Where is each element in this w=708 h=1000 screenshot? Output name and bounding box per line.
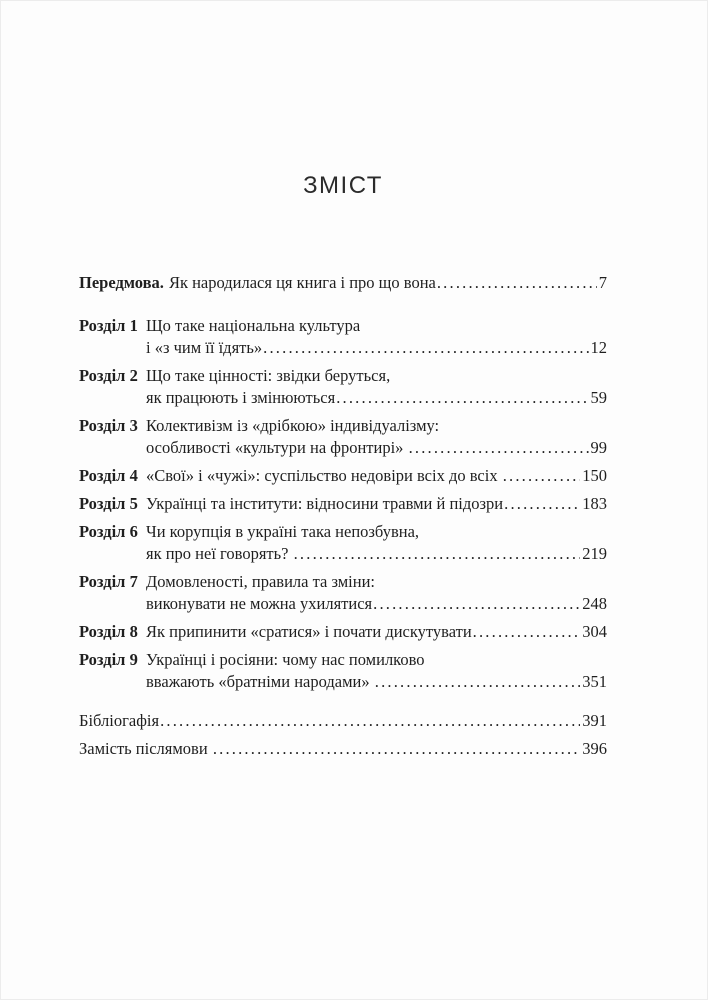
entry-line: [146, 593, 607, 615]
entry-body: [146, 521, 607, 565]
page-number: 396: [582, 739, 607, 758]
entry-text: як працюють і змінюються: [146, 388, 336, 407]
entry-line: [79, 272, 607, 294]
entry-text: Бібліогафія: [79, 711, 160, 730]
entry-text: особливості «культури на фронтирі»: [146, 438, 408, 457]
dot-leader: [375, 671, 581, 693]
entry-body: [146, 649, 607, 693]
dot-leader: [336, 387, 588, 409]
entry-line: [79, 738, 607, 760]
chapter-label: Розділ 9: [79, 650, 138, 669]
page-number: 248: [582, 594, 607, 613]
toc-entries: [79, 272, 607, 760]
entry-text: Замість післямови: [79, 739, 212, 758]
toc-entry: [79, 315, 607, 359]
entry-label: Передмова.: [79, 273, 164, 292]
dot-leader: [409, 437, 589, 459]
entry-text: і «з чим її їдять»: [146, 338, 263, 357]
entry-line: [146, 649, 607, 671]
page-number: 7: [598, 273, 607, 292]
entry-body: [146, 415, 607, 459]
dot-leader: [437, 272, 597, 294]
toc-entry: [79, 649, 607, 693]
dot-leader: [213, 738, 580, 760]
dot-leader: [263, 337, 588, 359]
entry-line: [146, 543, 607, 565]
entry-line: [146, 387, 607, 409]
entry-line: [146, 493, 607, 515]
toc-entry: [79, 621, 607, 643]
page-number: 304: [582, 622, 607, 641]
entry-text: виконувати не можна ухилятися: [146, 594, 373, 613]
page-number: 59: [590, 388, 607, 407]
entry-body: [146, 493, 607, 515]
toc-entry: [79, 415, 607, 459]
toc-entry: [79, 738, 607, 760]
entry-body: [146, 571, 607, 615]
entry-text: вважають «братніми народами»: [146, 672, 374, 691]
dot-leader: [473, 621, 581, 643]
toc-entry: [79, 272, 607, 294]
toc-entry: [79, 710, 607, 732]
entry-text: Що таке національна культура: [146, 316, 361, 335]
entry-body: [146, 365, 607, 409]
chapter-label: Розділ 1: [79, 316, 138, 335]
entry-text: Що таке цінності: звідки беруться,: [146, 366, 391, 385]
entry-line: [79, 710, 607, 732]
dot-leader: [503, 465, 581, 487]
page-number: 351: [582, 672, 607, 691]
entry-body: [146, 465, 607, 487]
toc-entry: [79, 571, 607, 615]
page-number: 391: [582, 711, 607, 730]
entry-body: [79, 738, 607, 760]
toc-entry: [79, 493, 607, 515]
entry-line: [146, 671, 607, 693]
entry-text: Як припинити «сратися» і почати дискутувати: [146, 622, 472, 641]
entry-text: Колективізм із «дрібкою» індивідуалізму:: [146, 416, 440, 435]
dot-leader: [294, 543, 581, 565]
entry-text: Чи корупція в україні така непозбувна,: [146, 522, 420, 541]
entry-line: [146, 365, 607, 387]
page-number: 150: [582, 466, 607, 485]
chapter-label: Розділ 3: [79, 416, 138, 435]
chapter-label: Розділ 4: [79, 466, 138, 485]
entry-body: [146, 621, 607, 643]
chapter-label: Розділ 5: [79, 494, 138, 513]
chapter-label: Розділ 2: [79, 366, 138, 385]
entry-line: [146, 437, 607, 459]
entry-line: [146, 465, 607, 487]
entry-line: [146, 571, 607, 593]
toc-entry: [79, 465, 607, 487]
chapter-label: Розділ 8: [79, 622, 138, 641]
chapter-label: Розділ 6: [79, 522, 138, 541]
entry-line: [146, 521, 607, 543]
entry-text: Як народилася ця книга і про що вона: [168, 273, 436, 292]
page-number: 183: [582, 494, 607, 513]
dot-leader: [373, 593, 580, 615]
dot-leader: [160, 710, 580, 732]
entry-text: як про неї говорять?: [146, 544, 293, 563]
entry-text: «Свої» і «чужі»: суспільство недовіри всіх до всіх: [146, 466, 502, 485]
entry-body: [79, 272, 607, 294]
entry-text: Домовленості, правила та зміни:: [146, 572, 375, 591]
entry-text: Українці та інститути: відносини травми й підозри: [146, 494, 504, 513]
entry-text: Українці і росіяни: чому нас помилково: [146, 650, 425, 669]
entry-line: [146, 415, 607, 437]
entry-body: [146, 315, 607, 359]
toc-entry: [79, 521, 607, 565]
entry-line: [146, 315, 607, 337]
chapter-label: Розділ 7: [79, 572, 138, 591]
entry-body: [79, 710, 607, 732]
entry-line: [146, 337, 607, 359]
entry-line: [146, 621, 607, 643]
toc-entry: [79, 365, 607, 409]
page-number: 12: [590, 338, 607, 357]
dot-leader: [504, 493, 580, 515]
page-number: 219: [582, 544, 607, 563]
page-title: ЗМІСТ: [303, 172, 383, 199]
page-number: 99: [590, 438, 607, 457]
